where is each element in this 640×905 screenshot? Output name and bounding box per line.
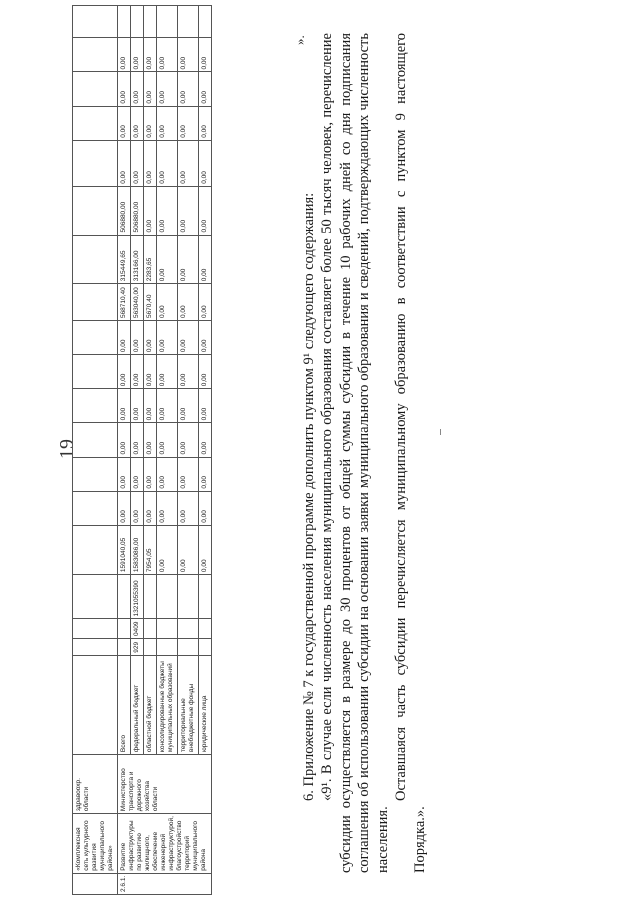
table-cell-c19: 0,00 xyxy=(144,72,157,106)
closing-quote: ». xyxy=(292,35,307,45)
table-cell-c17: 0,00 xyxy=(157,140,178,186)
table-cell-c18: 0,00 xyxy=(144,106,157,140)
table-cell-c5 xyxy=(118,619,131,638)
table-cell-c12: 0,00 xyxy=(144,355,157,389)
table-cell-c14: 5670,40 xyxy=(144,284,157,321)
table-cell-c21 xyxy=(118,6,131,38)
header-cell-executor: здравоохр. области xyxy=(73,755,118,814)
table-cell-c5 xyxy=(144,619,157,638)
table-cell-c20: 0,00 xyxy=(144,38,157,72)
table-cell-c20: 0,00 xyxy=(178,38,199,72)
table-cell-c11: 0,00 xyxy=(199,389,212,423)
table-cell-c8: 0,00 xyxy=(157,491,178,525)
table-cell-c17: 0,00 xyxy=(199,140,212,186)
table-cell-c7: 0,00 xyxy=(199,525,212,574)
table-cell-c5 xyxy=(178,619,199,638)
table-cell-c21 xyxy=(199,6,212,38)
table-cell-c5: 0409 xyxy=(131,619,144,638)
table-cell-c11: 0,00 xyxy=(178,389,199,423)
table-cell-c8: 0,00 xyxy=(144,491,157,525)
table-cell-c10: 0,00 xyxy=(131,423,144,457)
table-cell-c7: 7954,05 xyxy=(144,525,157,574)
table-cell-num: 2.6.1. xyxy=(118,873,212,894)
table-cell-c21 xyxy=(157,6,178,38)
table-cell-source: консолидированные бюджеты муниципальных образований xyxy=(157,655,178,754)
table-cell-c15: 315449,65 xyxy=(118,235,131,284)
table-cell-c21 xyxy=(131,6,144,38)
table-cell-c4 xyxy=(199,638,212,655)
table-cell-c19: 0,00 xyxy=(157,72,178,106)
table-cell-c13: 0,00 xyxy=(131,321,144,355)
budget-table xyxy=(72,5,212,895)
table-cell-c7: 0,00 xyxy=(178,525,199,574)
table-cell-name: Развитие инфраструктуры по развитию жилищного, обеспечение инженерной инфраструктурой, благоустройство территорий муниципального района xyxy=(118,814,212,874)
table-cell-c4 xyxy=(144,638,157,655)
table-cell-c17: 0,00 xyxy=(131,140,144,186)
paragraph-remaining-subsidy: Оставшаяся часть субсидии перечисляется муниципальному образованию в соответствии с пунктом 9 настоящего Порядка.». xyxy=(393,33,428,873)
table-cell-c13: 0,00 xyxy=(144,321,157,355)
table-cell-c7: 0,00 xyxy=(157,525,178,574)
table-cell-c11: 0,00 xyxy=(131,389,144,423)
table-cell-c9: 0,00 xyxy=(118,457,131,491)
table-cell-c6 xyxy=(144,575,157,619)
table-cell-c6 xyxy=(199,575,212,619)
table-cell-c19: 0,00 xyxy=(118,72,131,106)
table-cell-c19: 0,00 xyxy=(131,72,144,106)
table-cell-c17: 0,00 xyxy=(118,140,131,186)
table-cell-c4 xyxy=(157,638,178,655)
table-cell-c7: 1591040,05 xyxy=(118,525,131,574)
page-number: 19 xyxy=(56,439,78,459)
table-cell-c9: 0,00 xyxy=(131,457,144,491)
table-body xyxy=(118,6,212,895)
table-cell-c14: 568710,40 xyxy=(118,284,131,321)
table-cell-c16: 506880,00 xyxy=(131,186,144,235)
table-cell-c21 xyxy=(144,6,157,38)
table-cell-c4 xyxy=(178,638,199,655)
table-cell-c20: 0,00 xyxy=(118,38,131,72)
table-cell-c9: 0,00 xyxy=(144,457,157,491)
table-cell-c19: 0,00 xyxy=(178,72,199,106)
table-cell-source: территориальные внебюджетные фонды xyxy=(178,655,199,754)
table-cell-c15: 0,00 xyxy=(178,235,199,284)
table-cell-c16: 0,00 xyxy=(199,186,212,235)
table-cell-c6 xyxy=(178,575,199,619)
table-cell-c13: 0,00 xyxy=(199,321,212,355)
table-cell-c6 xyxy=(157,575,178,619)
table-cell-c10: 0,00 xyxy=(178,423,199,457)
table-cell-c20: 0,00 xyxy=(199,38,212,72)
table-cell-c19: 0,00 xyxy=(199,72,212,106)
table-cell-c9: 0,00 xyxy=(199,457,212,491)
table-cell-c5 xyxy=(157,619,178,638)
table-cell-c12: 0,00 xyxy=(131,355,144,389)
table-cell-c15: 0,00 xyxy=(199,235,212,284)
header-cell-program: «Комплексная сеть культурного развития муниципального района» xyxy=(73,814,118,874)
table-cell-c21 xyxy=(178,6,199,38)
table-cell-source: федеральный бюджет xyxy=(131,655,144,754)
table-cell-executor: Министерство транспорта и дорожного хозяйства области xyxy=(118,755,212,814)
table-cell-c13: 0,00 xyxy=(157,321,178,355)
table-row xyxy=(118,6,131,895)
table-cell-c14: 0,00 xyxy=(199,284,212,321)
table-header-row xyxy=(73,6,118,895)
table-cell-c11: 0,00 xyxy=(118,389,131,423)
table-cell-c14: 0,00 xyxy=(157,284,178,321)
table-cell-c16: 0,00 xyxy=(178,186,199,235)
table-cell-c10: 0,00 xyxy=(118,423,131,457)
table-cell-c16: 0,00 xyxy=(144,186,157,235)
table-cell-source: областной бюджет xyxy=(144,655,157,754)
table-cell-c14: 563040,00 xyxy=(131,284,144,321)
paragraph-9-1: «9¹. В случае если численность населения муниципального образования составляет более 50 тысяч человек, перечисление субсидии осуществляется в размере до 30 процентов от общей суммы субсидии в течение 10 рабочих дней со дня подписания соглашения об использовании субсидии на основании заявки муниципального образования и сведений, подтверждающих численность населения. xyxy=(319,33,391,873)
table-cell-c18: 0,00 xyxy=(157,106,178,140)
table-cell-c12: 0,00 xyxy=(118,355,131,389)
table-cell-c16: 0,00 xyxy=(157,186,178,235)
table-cell-c12: 0,00 xyxy=(157,355,178,389)
table-cell-c8: 0,00 xyxy=(118,491,131,525)
table-cell-c15: 0,00 xyxy=(157,235,178,284)
table-cell-c10: 0,00 xyxy=(157,423,178,457)
table-cell-c13: 0,00 xyxy=(118,321,131,355)
table-cell-c8: 0,00 xyxy=(178,491,199,525)
table-cell-c10: 0,00 xyxy=(144,423,157,457)
table-cell-c18: 0,00 xyxy=(131,106,144,140)
table-cell-c17: 0,00 xyxy=(178,140,199,186)
table-cell-c18: 0,00 xyxy=(199,106,212,140)
table-cell-c8: 0,00 xyxy=(199,491,212,525)
stray-mark xyxy=(440,429,441,435)
table-cell-c15: 313166,00 xyxy=(131,235,144,284)
table-cell-c8: 0,00 xyxy=(131,491,144,525)
paragraph-amendment: 6. Приложение № 7 к государственной программе дополнить пунктом 9¹ следующего содержания: xyxy=(301,192,317,801)
table-cell-c18: 0,00 xyxy=(118,106,131,140)
table-cell-source: Всего xyxy=(118,655,131,754)
table-cell-c15: 2283,65 xyxy=(144,235,157,284)
table-cell-c14: 0,00 xyxy=(178,284,199,321)
table-cell-c4 xyxy=(118,638,131,655)
table-cell-c9: 0,00 xyxy=(178,457,199,491)
table-cell-c12: 0,00 xyxy=(199,355,212,389)
table-cell-c11: 0,00 xyxy=(157,389,178,423)
table-cell-c6 xyxy=(118,575,131,619)
table-cell-c10: 0,00 xyxy=(199,423,212,457)
table-cell-c7: 1583086,00 xyxy=(131,525,144,574)
table-cell-c5 xyxy=(199,619,212,638)
table-cell-c17: 0,00 xyxy=(144,140,157,186)
table-cell-c9: 0,00 xyxy=(157,457,178,491)
table-cell-c16: 506880,00 xyxy=(118,186,131,235)
table-cell-c20: 0,00 xyxy=(157,38,178,72)
table-cell-c11: 0,00 xyxy=(144,389,157,423)
table-cell-c6: 1321055390 xyxy=(131,575,144,619)
rotated-page xyxy=(0,5,640,905)
table-cell-c18: 0,00 xyxy=(178,106,199,140)
table-cell-c4: 929 xyxy=(131,638,144,655)
table-cell-source: юридические лица xyxy=(199,655,212,754)
table-cell-c13: 0,00 xyxy=(178,321,199,355)
table-cell-c12: 0,00 xyxy=(178,355,199,389)
table-cell-c20: 0,00 xyxy=(131,38,144,72)
